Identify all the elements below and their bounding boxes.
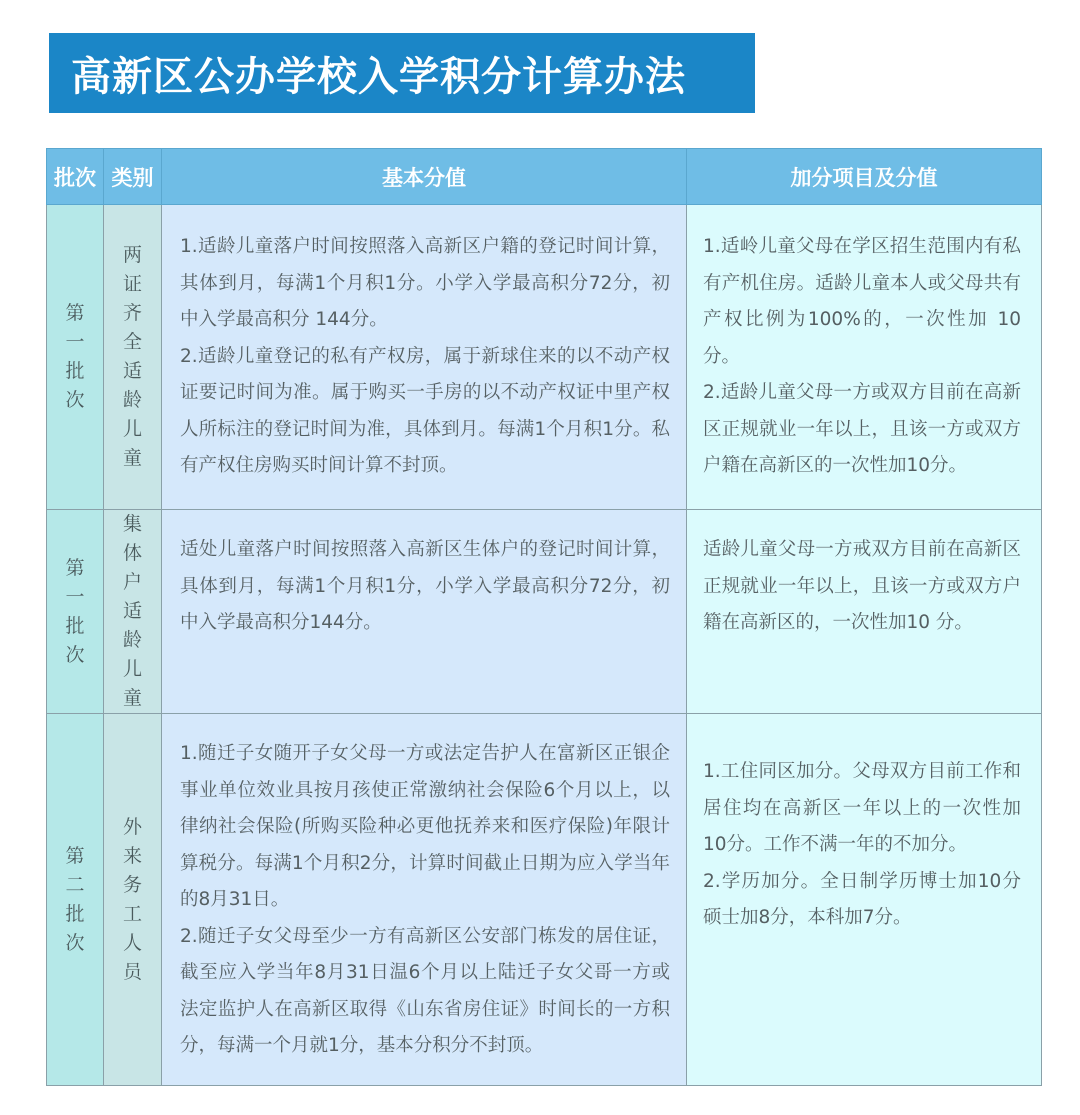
bonus-cell — [687, 510, 1042, 714]
type-char: 证 — [122, 273, 142, 295]
bonus-item: 1.适岭儿童父母在学区招生范围内有私有产机住房。适龄儿童本人或父母共有产权比例为100%的，一次性加 10 分。 — [703, 236, 1021, 367]
type-char: 工 — [122, 902, 142, 925]
table-row — [47, 714, 1042, 1086]
batch-char: 第 — [65, 844, 85, 867]
batch-label — [47, 842, 103, 958]
batch-char: 第 — [65, 556, 85, 579]
base-score-item: 1.适龄儿童落户时间按照落入高新区户籍的登记时间计算，其体到月，每满1个月积1分。小学入学最高积分72分，初中入学最高积分 144分。 — [180, 236, 670, 330]
type-char: 儿 — [122, 658, 142, 680]
type-char: 童 — [122, 687, 142, 709]
points-table — [46, 148, 1042, 1086]
page-title: 高新区公办学校入学积分计算办法 — [49, 33, 755, 113]
type-cell — [104, 714, 162, 1086]
table-header-row — [47, 149, 1042, 205]
type-char: 齐 — [122, 302, 142, 324]
base-score-item: 2.随迁子女父母至少一方有高新区公安部门栋发的居住证，截至应入学当年8月31日温6个月以上陆迁子女父哥一方或法定监护人在高新区取得《山东省房住证》时间长的一方积分，每满一个月就1分，基本分积分不封顶。 — [180, 925, 670, 1056]
type-char: 集 — [122, 513, 142, 535]
base-score-item: 2.适龄儿童登记的私有产权房，属于新球住来的以不动产权证要记时间为准。属于购买一手房的以不动产权证中里产权人所标注的登记时间为准，具体到月。每满1个月积1分。私有产权住房购买时间计算不封顶。 — [180, 345, 670, 476]
table-row — [47, 510, 1042, 714]
header-batch: 批次 — [47, 149, 104, 205]
base-score-cell — [162, 205, 687, 510]
type-char: 龄 — [122, 389, 142, 411]
type-cell — [104, 205, 162, 510]
base-score-item: 适处儿童落户时间按照落入高新区生体户的登记时间计算，具体到月，每满1个月积1分，小学入学最高积分72分，初中入学最高积分144分。 — [180, 539, 670, 633]
type-char: 体 — [122, 542, 142, 564]
type-label — [104, 813, 161, 987]
batch-char: 二 — [65, 873, 85, 896]
batch-label — [47, 299, 103, 415]
batch-label — [47, 554, 103, 670]
batch-char: 批 — [65, 614, 85, 637]
type-char: 户 — [122, 571, 142, 593]
batch-char: 批 — [65, 902, 85, 925]
batch-char: 次 — [65, 931, 85, 954]
type-cell — [104, 510, 162, 714]
header-bonus-items: 加分项目及分值 — [687, 149, 1042, 205]
type-char: 全 — [122, 331, 142, 353]
bonus-item: 适龄儿童父母一方戒双方目前在高新区正规就业一年以上，且该一方或双方户籍在高新区的，一次性加10 分。 — [703, 539, 1021, 633]
base-score-cell — [162, 510, 687, 714]
type-char: 来 — [122, 844, 142, 867]
batch-char: 次 — [65, 389, 85, 411]
batch-cell — [47, 714, 104, 1086]
type-char: 适 — [122, 600, 142, 622]
type-char: 员 — [122, 960, 142, 983]
base-score-item: 1.随迁子女随开子女父母一方或法定告护人在富新区正银企事业单位效业具按月孩使正常激纳社会保险6个月以上，以律纳社会保险(所购买险种必更他抚养来和医疗保险)年限计算税分。每满1个月积2分，计算时间截止日期为应入学当年的8月31日。 — [180, 743, 670, 910]
bonus-item: 1.工住同区加分。父母双方目前工作和居住均在高新区一年以上的一次性加10分。工作不满一年的不加分。 — [703, 761, 1021, 855]
table-row — [47, 205, 1042, 510]
type-char: 童 — [122, 447, 142, 469]
bonus-item: 2.学历加分。全日制学历博士加10分硕士加8分，本科加7分。 — [703, 870, 1021, 928]
header-type: 类别 — [104, 149, 162, 205]
bonus-cell — [687, 205, 1042, 510]
base-score-cell — [162, 714, 687, 1086]
batch-char: 一 — [65, 585, 85, 608]
type-char: 龄 — [122, 629, 142, 651]
type-char: 人 — [122, 931, 142, 954]
type-label — [104, 510, 161, 713]
batch-cell — [47, 205, 104, 510]
batch-char: 第 — [65, 302, 85, 324]
type-char: 两 — [122, 244, 142, 266]
type-label — [104, 241, 161, 473]
header-base-score: 基本分值 — [162, 149, 687, 205]
type-char: 外 — [122, 815, 142, 838]
type-char: 务 — [122, 873, 142, 896]
batch-char: 次 — [65, 643, 85, 666]
type-char: 适 — [122, 360, 142, 382]
batch-cell — [47, 510, 104, 714]
bonus-cell — [687, 714, 1042, 1086]
type-char: 儿 — [122, 418, 142, 440]
batch-char: 一 — [65, 331, 85, 353]
batch-char: 批 — [65, 360, 85, 382]
bonus-item: 2.适龄儿童父母一方或双方目前在高新区正规就业一年以上，且该一方或双方户籍在高新区的一次性加10分。 — [703, 382, 1021, 476]
